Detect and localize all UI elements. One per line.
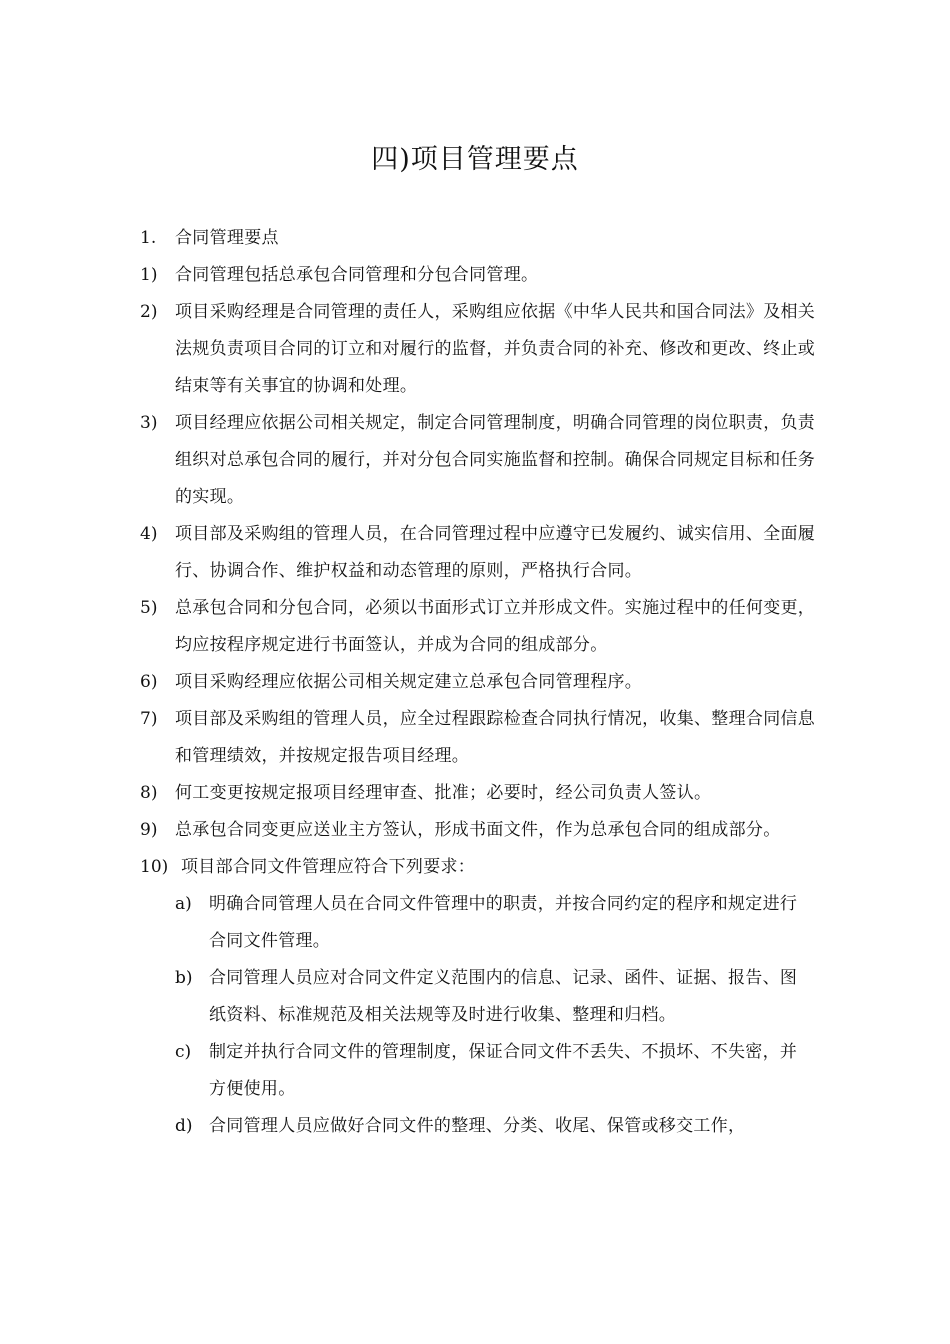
sub-item-letter: b) xyxy=(175,968,193,988)
list-item xyxy=(140,775,830,812)
item-number: 1. xyxy=(140,228,157,248)
sub-item-text: 合同管理人员应对合同文件定义范围内的信息、记录、函件、证据、报告、图纸资料、标准规范及相关法规等及时进行收集、整理和归档。 xyxy=(209,968,798,1025)
item-text: 何工变更按规定报项目经理审查、批准；必要时，经公司负责人签认。 xyxy=(175,783,712,803)
sub-item-list xyxy=(175,886,830,1145)
list-item xyxy=(140,849,830,886)
list-item xyxy=(140,664,830,701)
page-title: 四)项目管理要点 xyxy=(371,144,579,175)
list-item xyxy=(140,701,830,775)
item-text: 项目部及采购组的管理人员，应全过程跟踪检查合同执行情况，收集、整理合同信息和管理绩效，并按规定报告项目经理。 xyxy=(175,709,816,766)
item-number: 4) xyxy=(140,524,158,544)
list-item xyxy=(140,294,830,405)
item-text: 合同管理包括总承包合同管理和分包合同管理。 xyxy=(175,265,539,285)
item-text: 总承包合同变更应送业主方签认，形成书面文件，作为总承包合同的组成部分。 xyxy=(175,820,781,840)
item-number: 9) xyxy=(140,820,158,840)
item-number: 10) xyxy=(140,857,169,877)
list-item xyxy=(140,257,830,294)
sub-item-letter: d) xyxy=(175,1116,193,1136)
sub-item-text: 明确合同管理人员在合同文件管理中的职责，并按合同约定的程序和规定进行合同文件管理。 xyxy=(209,894,798,951)
sub-list-item xyxy=(175,960,809,1034)
list-item xyxy=(140,405,830,516)
item-number: 2) xyxy=(140,302,158,322)
item-text: 项目部及采购组的管理人员，在合同管理过程中应遵守已发履约、诚实信用、全面履行、协调合作、维护权益和动态管理的原则，严格执行合同。 xyxy=(175,524,816,581)
sub-item-text: 合同管理人员应做好合同文件的整理、分类、收尾、保管或移交工作， xyxy=(209,1116,746,1136)
list-item xyxy=(140,812,830,849)
item-text: 总承包合同和分包合同，必须以书面形式订立并形成文件。实施过程中的任何变更，均应按程序规定进行书面签认，并成为合同的组成部分。 xyxy=(175,598,816,655)
sub-item-text: 制定并执行合同文件的管理制度，保证合同文件不丢失、不损坏、不失密，并方便使用。 xyxy=(209,1042,798,1099)
item-number: 1) xyxy=(140,265,158,285)
item-text: 项目经理应依据公司相关规定，制定合同管理制度，明确合同管理的岗位职责，负责组织对总承包合同的履行，并对分包合同实施监督和控制。确保合同规定目标和任务的实现。 xyxy=(175,413,816,507)
item-number: 6) xyxy=(140,672,158,692)
item-list xyxy=(140,220,830,1145)
list-item xyxy=(140,590,830,664)
sub-list-item xyxy=(175,1034,809,1108)
list-item xyxy=(140,516,830,590)
sub-list-item xyxy=(175,1108,809,1145)
item-number: 5) xyxy=(140,598,158,618)
item-text: 合同管理要点 xyxy=(175,228,279,248)
item-number: 7) xyxy=(140,709,158,729)
item-text: 项目部合同文件管理应符合下列要求： xyxy=(181,857,476,877)
item-number: 3) xyxy=(140,413,158,433)
item-text: 项目采购经理应依据公司相关规定建立总承包合同管理程序。 xyxy=(175,672,643,692)
sub-item-letter: a) xyxy=(175,894,192,914)
sub-list-item xyxy=(175,886,809,960)
item-text: 项目采购经理是合同管理的责任人，采购组应依据《中华人民共和国合同法》及相关法规负责项目合同的订立和对履行的监督，并负责合同的补充、修改和更改、终止或结束等有关事宜的协调和处理。 xyxy=(175,302,816,396)
sub-item-letter: c) xyxy=(175,1042,192,1062)
list-item xyxy=(140,220,830,257)
item-number: 8) xyxy=(140,783,158,803)
